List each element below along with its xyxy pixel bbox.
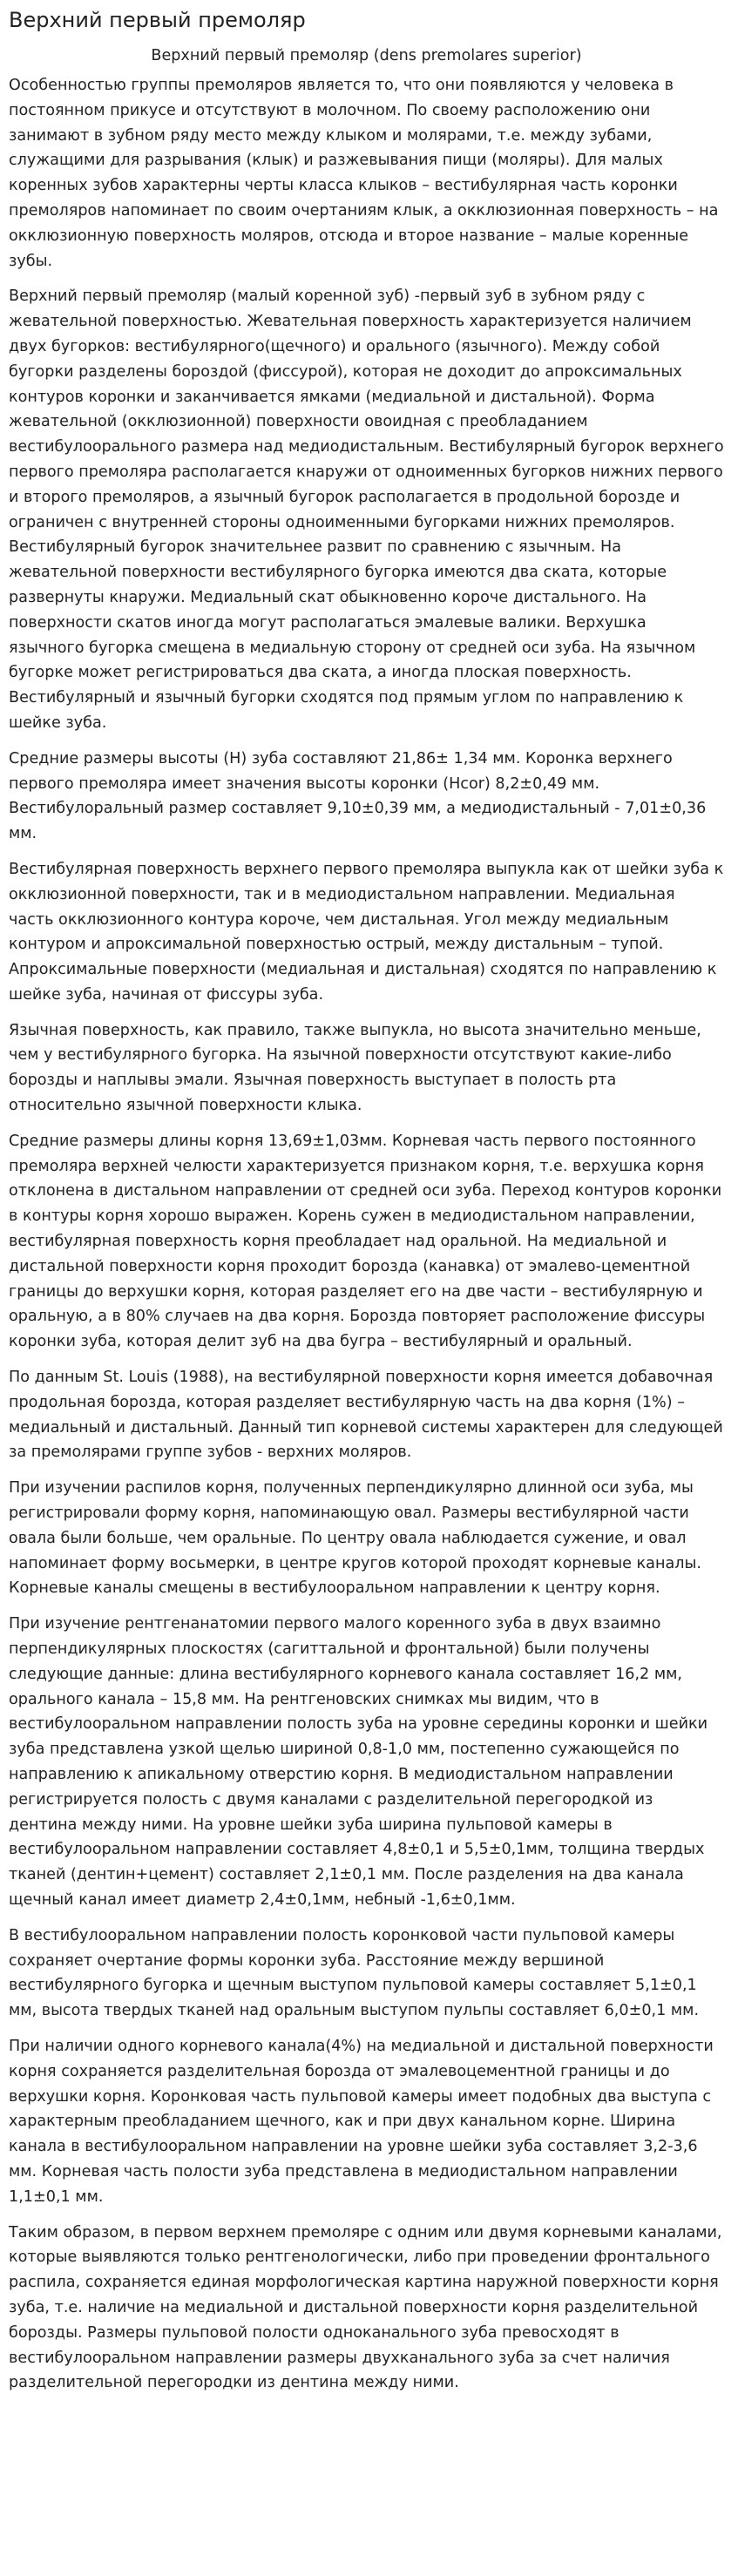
paragraph-12: Таким образом, в первом верхнем премоляре с одним или двумя корневыми каналами, которые выявляются только рентгенологически, либо при проведении фронтального распила, сохраняется единая морфологическая картина наружной поверхности корня зуба, т.е. наличие на медиальной и дистальной поверхности корня разделительной борозды. Размеры пульповой полости одноканального зуба превосходят в вестибулооральном направлении размеры двухканального зуба за счет наличия разделительной перегородки из дентина между ними.: [9, 2223, 722, 2392]
paragraph-7: По данным St. Louis (1988), на вестибулярной поверхности корня имеется добавочная продольная борозда, которая разделяет вестибулярную часть на два корня (1%) – медиальный и дистальный. Данный тип корневой системы характерен для следующей за премолярами группе зубов - верхних моляров.: [9, 1369, 723, 1462]
page-title: Верхний первый премоляр: [9, 8, 306, 32]
paragraph-2: Верхний первый премоляр (малый коренной зуб) -первый зуб в зубном ряду с жевательной поверхностью. Жевательная поверхность характеризуется наличием двух бугорков: вестибулярного(щечного) и орального (язычного). Между собой бугорки разделены бороздой (фиссурой), которая не доходит до апроксимальных контуров коронки и заканчивается ямками (медиальной и дистальной). Форма жевательной (окклюзионной) поверхности овоидная с преобладанием вестибулоорального размера над медиодистальным. Вестибулярный бугорок верхнего первого премоляра располагается кнаружи от одноименных бугорков нижних первого и второго премоляров, а язычный бугорок располагается в продольной борозде и ограничен с внутренней стороны одноименными бугорками нижних премоляров. Вестибулярный бугорок значительнее развит по сравнению с язычным. На жевательной поверхности вестибулярного бугорка имеются два ската, которые развернуты кнаружи. Медиальный скат обыкновенно короче дистального. На поверхности скатов иногда могут располагаться эмалевые валики. Верхушка язычного бугорка смещена в медиальную сторону от средней оси зуба. На язычном бугорке может регистрироваться два ската, а иногда плоская поверхность. Вестибулярный и язычный бугорки сходятся под прямым углом по направлению к шейке зуба.: [9, 287, 724, 732]
paragraph-11: При наличии одного корневого канала(4%) на медиальной и дистальной поверхности корня сохраняется разделительная борозда от эмалевоцементной границы и до верхушки корня. Коронковая часть пульповой камеры имеет подобных два выступа с характерным преобладанием щечного, как и при двух канальном корне. Ширина канала в вестибулооральном направлении на уровне шейки зуба составляет 3,2-3,6 мм. Корневая часть полости зуба представлена в медиодистальном направлении 1,1±0,1 мм.: [9, 2037, 714, 2206]
paragraph-10: В вестибулооральном направлении полость коронковой части пульповой камеры сохраняет очертание формы коронки зуба. Расстояние между вершиной вестибулярного бугорка и щечным выступом пульповой камеры составляет 5,1±0,1 мм, высота твердых тканей над оральным выступом пульпы составляет 6,0±0,1 мм.: [9, 1926, 700, 2020]
paragraph-3: Средние размеры высоты (Н) зуба составляют 21,86± 1,34 мм. Коронка верхнего первого премоляра имеет значения высоты коронки (Hcor) 8,2±0,49 мм. Вестибулоральный размер составляет 9,10±0,39 мм, а медиодистальный - 7,01±0,36 мм.: [9, 749, 707, 843]
paragraph-6: Средние размеры длины корня 13,69±1,03мм. Корневая часть первого постоянного премоляра верхней челюсти характеризуется признаком корня, т.е. верхушка корня отклонена в дистальном направлении от средней оси зуба. Переход контуров коронки в контуры корня хорошо выражен. Корень сужен в медиодистальном направлении, вестибулярная поверхность корня преобладает над оральной. На медиальной и дистальной поверхности корня проходит борозда (канавка) от эмалево-цементной границы до верхушки корня, которая разделяет его на две части – вестибулярную и оральную, а в 80% случаев на два корня. Борозда повторяет расположение фиссуры коронки зуба, которая делит зуб на два бугра – вестибулярный и оральный.: [9, 1132, 722, 1351]
article-subtitle: Верхний первый премоляр (dens premolares superior): [151, 47, 582, 64]
paragraph-9: При изучение рентгенанатомии первого малого коренного зуба в двух взаимно перпендикулярных плоскостях (сагиттальной и фронтальной) были получены следующие данные: длина вестибулярного корневого канала составляет 16,2 мм, орального канала – 15,8 мм. На рентгеновских снимках мы видим, что в вестибулооральном направлении полость зуба на уровне середины коронки и шейки зуба представлена узкой щелью шириной 0,8-1,0 мм, постепенно сужающейся по направлению к апикальному отверстию корня. В медиодистальном направлении регистрируется полость с двумя каналами с разделительной перегородкой из дентина между ними. На уровне шейки зуба ширина пульповой камеры в вестибулооральном направлении составляет 4,8±0,1 и 5,5±0,1мм, толщина твердых тканей (дентин+цемент) составляет 2,1±0,1 мм. После разделения на два канала щечный канал имеет диаметр 2,4±0,1мм, небный -1,6±0,1мм.: [9, 1615, 708, 1909]
paragraph-5: Язычная поверхность, как правило, также выпукла, но высота значительно меньше, чем у вестибулярного бугорка. На язычной поверхности отсутствуют какие-либо борозды и наплывы эмали. Язычная поверхность выступает в полость рта относительно язычной поверхности клыка.: [9, 1021, 701, 1115]
paragraph-1: Особенностью группы премоляров является то, что они появляются у человека в постоянном прикусе и отсутствуют в молочном. По своему расположению они занимают в зубном ряду место между клыком и молярами, т.е. между зубами, служащими для разрывания (клык) и разжевывания пищи (моляры). Для малых коренных зубов характерны черты класса клыков – вестибулярная часть коронки премоляров напоминает по своим очертаниям клык, а окклюзионная поверхность – на окклюзионную поверхность моляров, отсюда и второе название – малые коренные зубы.: [9, 77, 719, 270]
paragraph-8: При изучении распилов корня, полученных перпендикулярно длинной оси зуба, мы регистрировали форму корня, напоминающую овал. Размеры вестибулярной части овала были больше, чем оральные. По центру овала наблюдается сужение, и овал напоминает форму восьмерки, в центре кругов которой проходят корневые каналы. Корневые каналы смещены в вестибулооральном направлении к центру корня.: [9, 1479, 701, 1598]
paragraph-4: Вестибулярная поверхность верхнего первого премоляра выпукла как от шейки зуба к окклюзионной поверхности, так и в медиодистальном направлении. Медиальная часть окклюзионного контура короче, чем дистальная. Угол между медиальным контуром и апроксимальной поверхностью острый, между дистальным – тупой. Апроксимальные поверхности (медиальная и дистальная) сходятся по направлению к шейке зуба, начиная от фиссуры зуба.: [9, 860, 724, 1004]
